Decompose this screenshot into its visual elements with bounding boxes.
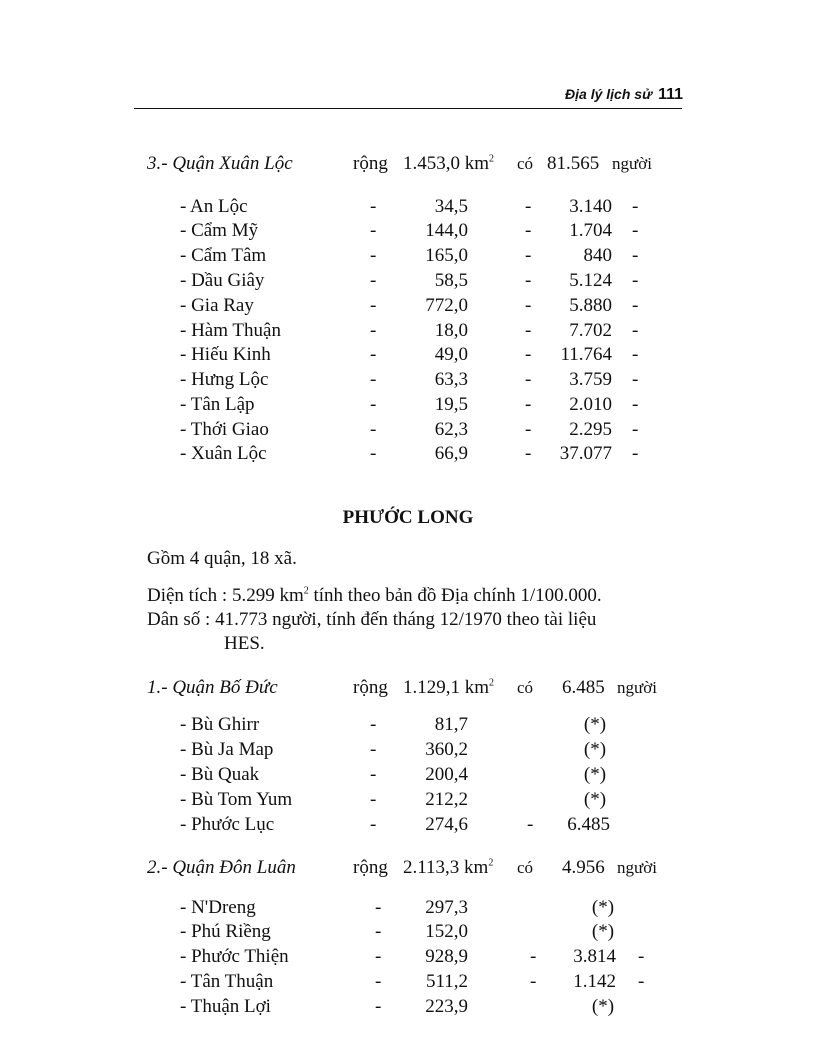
label-nguoi: người (612, 154, 652, 173)
dash: - (370, 196, 377, 217)
label-rong: rộng (353, 153, 388, 174)
commune-area: 297,3 (425, 897, 468, 918)
commune-area: 58,5 (434, 270, 468, 291)
label-co: có (517, 858, 534, 877)
commune-area: 63,3 (434, 369, 468, 390)
district-area (403, 676, 494, 700)
district-population: 4.956 (562, 857, 605, 878)
commune-population: 3.140 (569, 196, 612, 217)
unit-superscript: 2 (489, 153, 495, 165)
commune-name: - Phước Thiện (180, 946, 289, 967)
dash: - (632, 196, 639, 217)
dash: - (370, 394, 377, 415)
district-area-value: 1.129,1 (403, 677, 460, 698)
dash: - (370, 814, 377, 835)
commune-name: - Cẩm Mỹ (180, 220, 259, 241)
district-name: 1.- Quận Bố Đức (147, 677, 278, 698)
commune-population: (*) (583, 714, 607, 735)
dash: - (370, 344, 377, 365)
dash: - (525, 320, 532, 341)
dash: - (632, 419, 639, 440)
dash: - (375, 971, 382, 992)
label-nguoi: người (617, 858, 657, 877)
label-nguoi: người (617, 678, 657, 697)
commune-row (180, 294, 660, 318)
commune-name: - Dầu Giây (180, 270, 265, 291)
commune-row (180, 393, 660, 417)
province-population-source: HES. (224, 633, 265, 654)
commune-name: - Tân Lập (180, 394, 255, 415)
district-header-don-luan (147, 856, 707, 880)
commune-population: (*) (591, 897, 615, 918)
district-name: 2.- Quận Đôn Luân (147, 857, 296, 878)
dash: - (525, 419, 532, 440)
commune-population: 3.814 (573, 946, 616, 967)
dash: - (638, 946, 645, 967)
commune-population: 1.704 (569, 220, 612, 241)
commune-area: 772,0 (425, 295, 468, 316)
commune-name: - Gia Ray (180, 295, 254, 316)
dash: - (632, 320, 639, 341)
dash: - (370, 369, 377, 390)
dash: - (370, 320, 377, 341)
commune-population: 5.880 (569, 295, 612, 316)
commune-area: 81,7 (434, 714, 468, 735)
commune-name: - Bù Ghirr (180, 714, 260, 735)
commune-row (180, 713, 660, 737)
province-heading: PHƯỚC LONG (342, 507, 474, 528)
dash: - (525, 270, 532, 291)
district-area (403, 856, 493, 880)
commune-row (180, 418, 660, 442)
dash: - (525, 295, 532, 316)
dash: - (375, 946, 382, 967)
commune-row (180, 244, 660, 268)
running-header-title: Địa lý lịch sử (565, 86, 653, 102)
commune-population: 7.702 (569, 320, 612, 341)
dash: - (370, 714, 377, 735)
page-number: 111 (658, 86, 683, 103)
commune-population: 2.295 (569, 419, 612, 440)
commune-population: (*) (583, 764, 607, 785)
dash: - (525, 394, 532, 415)
running-header (0, 86, 683, 104)
commune-row (180, 970, 660, 994)
commune-row (180, 195, 660, 219)
district-header-bo-duc (147, 676, 707, 700)
commune-name: - Thuận Lợi (180, 996, 271, 1017)
commune-name: - Bù Ja Map (180, 739, 274, 760)
commune-row (180, 368, 660, 392)
dash: - (638, 971, 645, 992)
label-co: có (517, 678, 534, 697)
dash: - (632, 245, 639, 266)
dash: - (530, 946, 537, 967)
commune-area: 212,2 (425, 789, 468, 810)
dash: - (370, 739, 377, 760)
province-area-pre: Diện tích : 5.299 km (147, 585, 304, 606)
province-summary: Gồm 4 quận, 18 xã. (147, 548, 297, 569)
dash: - (632, 270, 639, 291)
district-area-value: 1.453,0 (403, 153, 460, 174)
district-header-xuan-loc (147, 152, 707, 176)
commune-area: 274,6 (425, 814, 468, 835)
dash: - (370, 443, 377, 464)
commune-area: 360,2 (425, 739, 468, 760)
commune-population: 6.485 (567, 814, 610, 835)
commune-name: - Thới Giao (180, 419, 269, 440)
commune-name: - Phước Lục (180, 814, 275, 835)
commune-row (180, 813, 660, 837)
commune-population: (*) (591, 921, 615, 942)
commune-area: 62,3 (434, 419, 468, 440)
dash: - (370, 789, 377, 810)
unit-km: km (464, 153, 490, 174)
commune-area: 165,0 (425, 245, 468, 266)
commune-name: - Hưng Lộc (180, 369, 269, 390)
district-name: 3.- Quận Xuân Lộc (147, 153, 293, 174)
dash: - (527, 814, 534, 835)
dash: - (370, 419, 377, 440)
commune-name: - Xuân Lộc (180, 443, 267, 464)
commune-population: 2.010 (569, 394, 612, 415)
commune-area: 152,0 (425, 921, 468, 942)
commune-row (180, 738, 660, 762)
commune-row (180, 219, 660, 243)
commune-row (180, 896, 660, 920)
commune-row (180, 269, 660, 293)
dash: - (632, 344, 639, 365)
unit-superscript: 2 (303, 585, 309, 597)
dash: - (370, 764, 377, 785)
district-area (403, 152, 494, 176)
commune-population: 11.764 (560, 344, 612, 365)
dash: - (370, 295, 377, 316)
dash: - (525, 443, 532, 464)
commune-row (180, 442, 660, 466)
commune-population: (*) (591, 996, 615, 1017)
commune-area: 144,0 (425, 220, 468, 241)
dash: - (370, 245, 377, 266)
dash: - (525, 196, 532, 217)
dash: - (632, 394, 639, 415)
commune-area: 49,0 (434, 344, 468, 365)
commune-row (180, 920, 660, 944)
commune-name: - Cẩm Tâm (180, 245, 267, 266)
commune-name: - Hàm Thuận (180, 320, 281, 341)
commune-area: 200,4 (425, 764, 468, 785)
commune-area: 34,5 (434, 196, 468, 217)
commune-row (180, 319, 660, 343)
commune-area: 511,2 (425, 971, 468, 992)
commune-name: - Bù Tom Yum (180, 789, 293, 810)
dash: - (370, 220, 377, 241)
commune-population: 5.124 (569, 270, 612, 291)
commune-area: 928,9 (425, 946, 468, 967)
dash: - (632, 443, 639, 464)
unit-superscript: 2 (489, 677, 495, 689)
commune-area: 19,5 (434, 394, 468, 415)
header-rule (134, 108, 682, 109)
commune-population: 3.759 (569, 369, 612, 390)
label-rong: rộng (353, 677, 388, 698)
commune-name: - Tân Thuận (180, 971, 274, 992)
dash: - (375, 996, 382, 1017)
label-co: có (517, 154, 534, 173)
commune-population: 840 (583, 245, 612, 266)
district-area-value: 2.113,3 (403, 857, 460, 878)
dash: - (632, 220, 639, 241)
dash: - (525, 220, 532, 241)
dash: - (525, 369, 532, 390)
commune-name: - Bù Quak (180, 764, 260, 785)
unit-km: km (464, 857, 489, 878)
province-area-post: tính theo bản đồ Địa chính 1/100.000. (308, 585, 602, 606)
dash: - (525, 344, 532, 365)
commune-area: 18,0 (434, 320, 468, 341)
dash: - (375, 897, 382, 918)
commune-row (180, 343, 660, 367)
commune-population: 37.077 (559, 443, 612, 464)
dash: - (375, 921, 382, 942)
label-rong: rộng (353, 857, 388, 878)
commune-population: (*) (583, 739, 607, 760)
dash: - (370, 270, 377, 291)
unit-superscript: 2 (488, 857, 494, 869)
province-area (147, 584, 602, 608)
commune-population: 1.142 (573, 971, 616, 992)
district-population: 6.485 (562, 677, 605, 698)
commune-area: 66,9 (434, 443, 468, 464)
commune-row (180, 945, 660, 969)
unit-km: km (464, 677, 490, 698)
dash: - (632, 295, 639, 316)
commune-area: 223,9 (425, 996, 468, 1017)
commune-population: (*) (583, 789, 607, 810)
commune-name: - N'Dreng (180, 897, 256, 918)
commune-row (180, 995, 660, 1019)
commune-row (180, 763, 660, 787)
dash: - (632, 369, 639, 390)
province-population: Dân số : 41.773 người, tính đến tháng 12/1970 theo tài liệu (147, 609, 597, 630)
commune-name: - An Lộc (180, 196, 248, 217)
commune-row (180, 788, 660, 812)
dash: - (525, 245, 532, 266)
dash: - (530, 971, 537, 992)
district-population: 81.565 (547, 153, 600, 174)
commune-name: - Phú Riềng (180, 921, 271, 942)
commune-name: - Hiếu Kinh (180, 344, 271, 365)
